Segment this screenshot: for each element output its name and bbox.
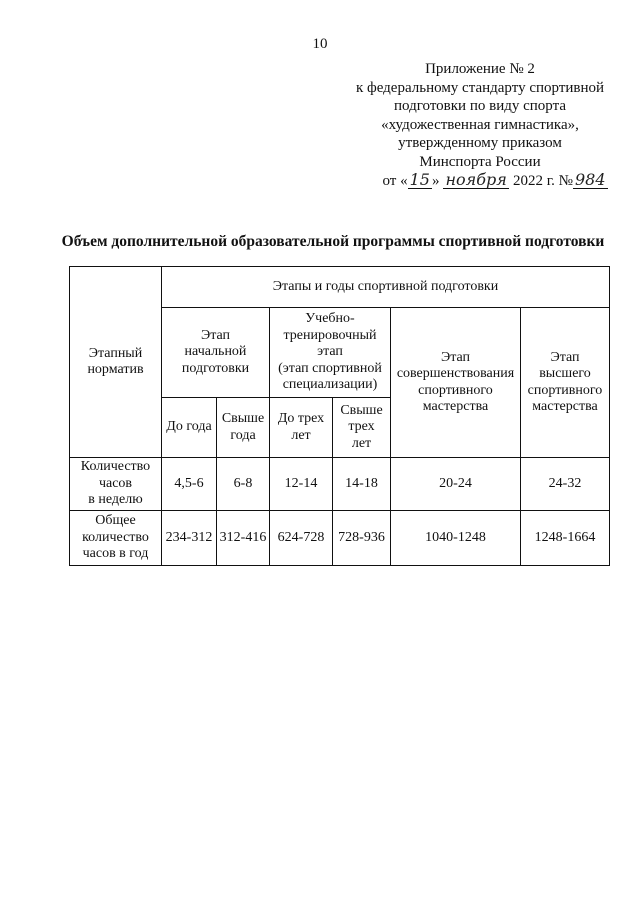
table-cell: 1040-1248 [391,511,521,566]
stage-header: Этап высшего спортивного мастерства [521,308,610,458]
date-prefix: от « [382,172,408,189]
stage-header: Этап начальной подготовки [162,308,270,398]
table-cell: 6-8 [217,458,270,511]
sub-header: Свыше трех лет [333,398,391,458]
order-date-line [360,169,630,191]
appendix-line: «художественная гимнастика», [381,116,579,133]
table-row [70,511,610,566]
document-title: Объем дополнительной образовательной программы спортивной подготовки [61,233,605,250]
year-text: 2022 г. № [512,172,573,189]
table-cell: 14-18 [333,458,391,511]
program-volume-table [69,266,610,566]
handwritten-day: 15 [409,169,430,189]
row-label: Количество часов в неделю [70,458,162,511]
table-cell: 234-312 [162,511,217,566]
sub-header: До трех лет [270,398,333,458]
table-cell: 728-936 [333,511,391,566]
table-group-header: Этапы и годы спортивной подготовки [162,267,610,308]
table-cell: 1248-1664 [521,511,610,566]
appendix-line: Приложение № 2 [425,61,535,77]
table-cell: 12-14 [270,458,333,511]
table-cell: 24-32 [521,458,610,511]
appendix-line: подготовки по виду спорта [394,98,566,115]
table-row [70,458,610,511]
stage-header: Учебно- тренировочный этап (этап спортивной специализации) [270,308,391,398]
row-label: Общее количество часов в год [70,511,162,566]
table-corner-header: Этапный норматив [70,267,162,458]
table-cell: 624-728 [270,511,333,566]
table-cell: 312-416 [217,511,270,566]
date-mid: » [431,172,440,189]
sub-header: До года [162,398,217,458]
handwritten-order-number: 984 [574,169,606,189]
table-cell: 4,5-6 [162,458,217,511]
table-cell: 20-24 [391,458,521,511]
appendix-line: утвержденному приказом [398,135,562,152]
page-number: 10 [312,36,328,52]
appendix-header [330,60,630,190]
stage-header: Этап совершенствования спортивного мастерства [391,308,521,458]
handwritten-month: ноября [443,172,509,189]
appendix-line: Минспорта России [419,153,541,170]
appendix-line: к федеральному стандарту спортивной [355,79,605,96]
sub-header: Свыше года [217,398,270,458]
